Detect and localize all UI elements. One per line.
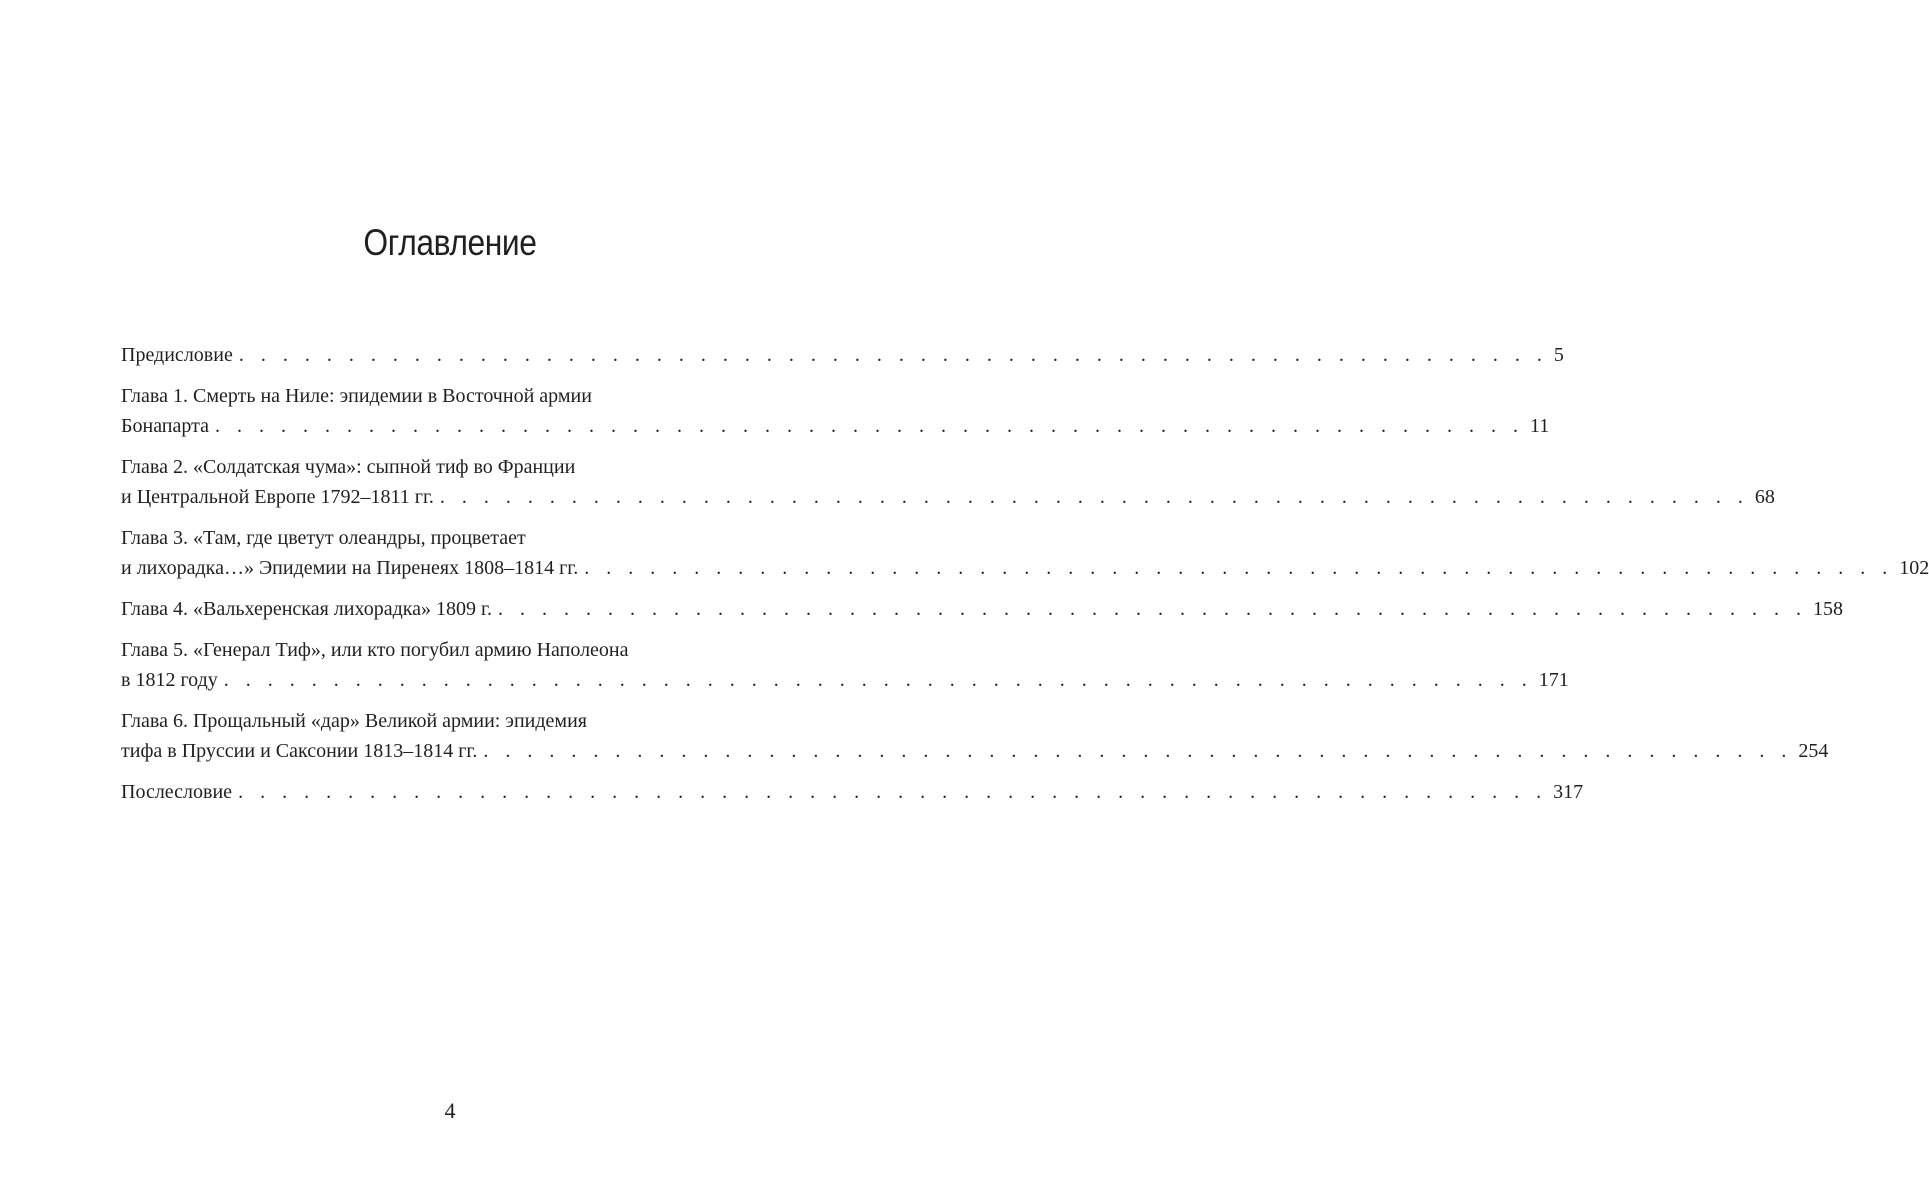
dot-leader: . . . . . . . . . . . . . . . . . . . . . . . . . . . . . . . . . . . . . . . . . . . . . . . . . . . . . . . . . . . .	[498, 598, 1808, 620]
toc-entry-title-line: Глава 6. Прощальный «дар» Великой армии: эпидемия	[121, 710, 587, 732]
toc-entry-chapter-4	[121, 594, 1844, 624]
toc-entry-title: Предисловие	[121, 344, 233, 366]
dot-leader: . . . . . . . . . . . . . . . . . . . . . . . . . . . . . . . . . . . . . . . . . . . . . . . . . . . . . . . . . . . .	[439, 486, 1749, 508]
dot-leader: . . . . . . . . . . . . . . . . . . . . . . . . . . . . . . . . . . . . . . . . . . . . . . . . . . . . . . . . . . . .	[223, 669, 1533, 691]
toc-entry-title: Послесловие	[121, 781, 233, 803]
toc-entry-title-line: тифа в Пруссии и Саксонии 1813–1814 гг.	[121, 740, 478, 762]
dot-leader: . . . . . . . . . . . . . . . . . . . . . . . . . . . . . . . . . . . . . . . . . . . . . . . . . . . . . . . . . . . .	[584, 557, 1894, 579]
toc-page-number: 171	[1538, 669, 1569, 691]
toc-entry-title-line: Бонапарта	[121, 415, 209, 437]
toc-entry-title-line: Глава 2. «Солдатская чума»: сыпной тиф во Франции	[121, 456, 576, 478]
toc-entry-chapter-6	[121, 706, 1829, 766]
toc-page-number: 317	[1553, 781, 1584, 803]
toc-entry-afterword	[121, 777, 1584, 807]
toc-entry-chapter-3	[121, 523, 1929, 583]
toc-entry-chapter-2	[121, 452, 1775, 512]
toc-entry-preface	[121, 340, 1564, 370]
dot-leader: . . . . . . . . . . . . . . . . . . . . . . . . . . . . . . . . . . . . . . . . . . . . . . . . . . . . . . . . . . . .	[238, 344, 1548, 366]
toc-page-number: 11	[1529, 415, 1550, 437]
toc-entry-title-line: и лихорадка…» Эпидемии на Пиренеях 1808–1814 гг.	[121, 557, 579, 579]
page-number: 4	[444, 1098, 456, 1123]
page-title: Оглавление	[363, 222, 537, 263]
toc-entry-chapter-1	[121, 381, 1550, 441]
toc-page-number: 102	[1899, 557, 1929, 579]
table-of-contents	[121, 340, 1929, 818]
toc-entry-title: Глава 4. «Вальхеренская лихорадка» 1809 г.	[121, 598, 493, 620]
toc-entry-title-line: Глава 3. «Там, где цветут олеандры, процветает	[121, 527, 526, 549]
toc-page-number: 158	[1813, 598, 1844, 620]
toc-page-number: 254	[1798, 740, 1829, 762]
toc-page-number: 5	[1553, 344, 1564, 366]
dot-leader: . . . . . . . . . . . . . . . . . . . . . . . . . . . . . . . . . . . . . . . . . . . . . . . . . . . . . . . . . . . .	[238, 781, 1548, 803]
toc-entry-title-line: и Центральной Европе 1792–1811 гг.	[121, 486, 434, 508]
toc-entry-title-line: Глава 5. «Генерал Тиф», или кто погубил армию Наполеона	[121, 639, 629, 661]
toc-entry-chapter-5	[121, 635, 1569, 695]
toc-entry-title-line: в 1812 году	[121, 669, 218, 691]
toc-entry-title-line: Глава 1. Смерть на Ниле: эпидемии в Восточной армии	[121, 385, 592, 407]
dot-leader: . . . . . . . . . . . . . . . . . . . . . . . . . . . . . . . . . . . . . . . . . . . . . . . . . . . . . . . . . . . .	[483, 740, 1793, 762]
dot-leader: . . . . . . . . . . . . . . . . . . . . . . . . . . . . . . . . . . . . . . . . . . . . . . . . . . . . . . . . . . . .	[214, 415, 1524, 437]
toc-page-number: 68	[1754, 486, 1775, 508]
